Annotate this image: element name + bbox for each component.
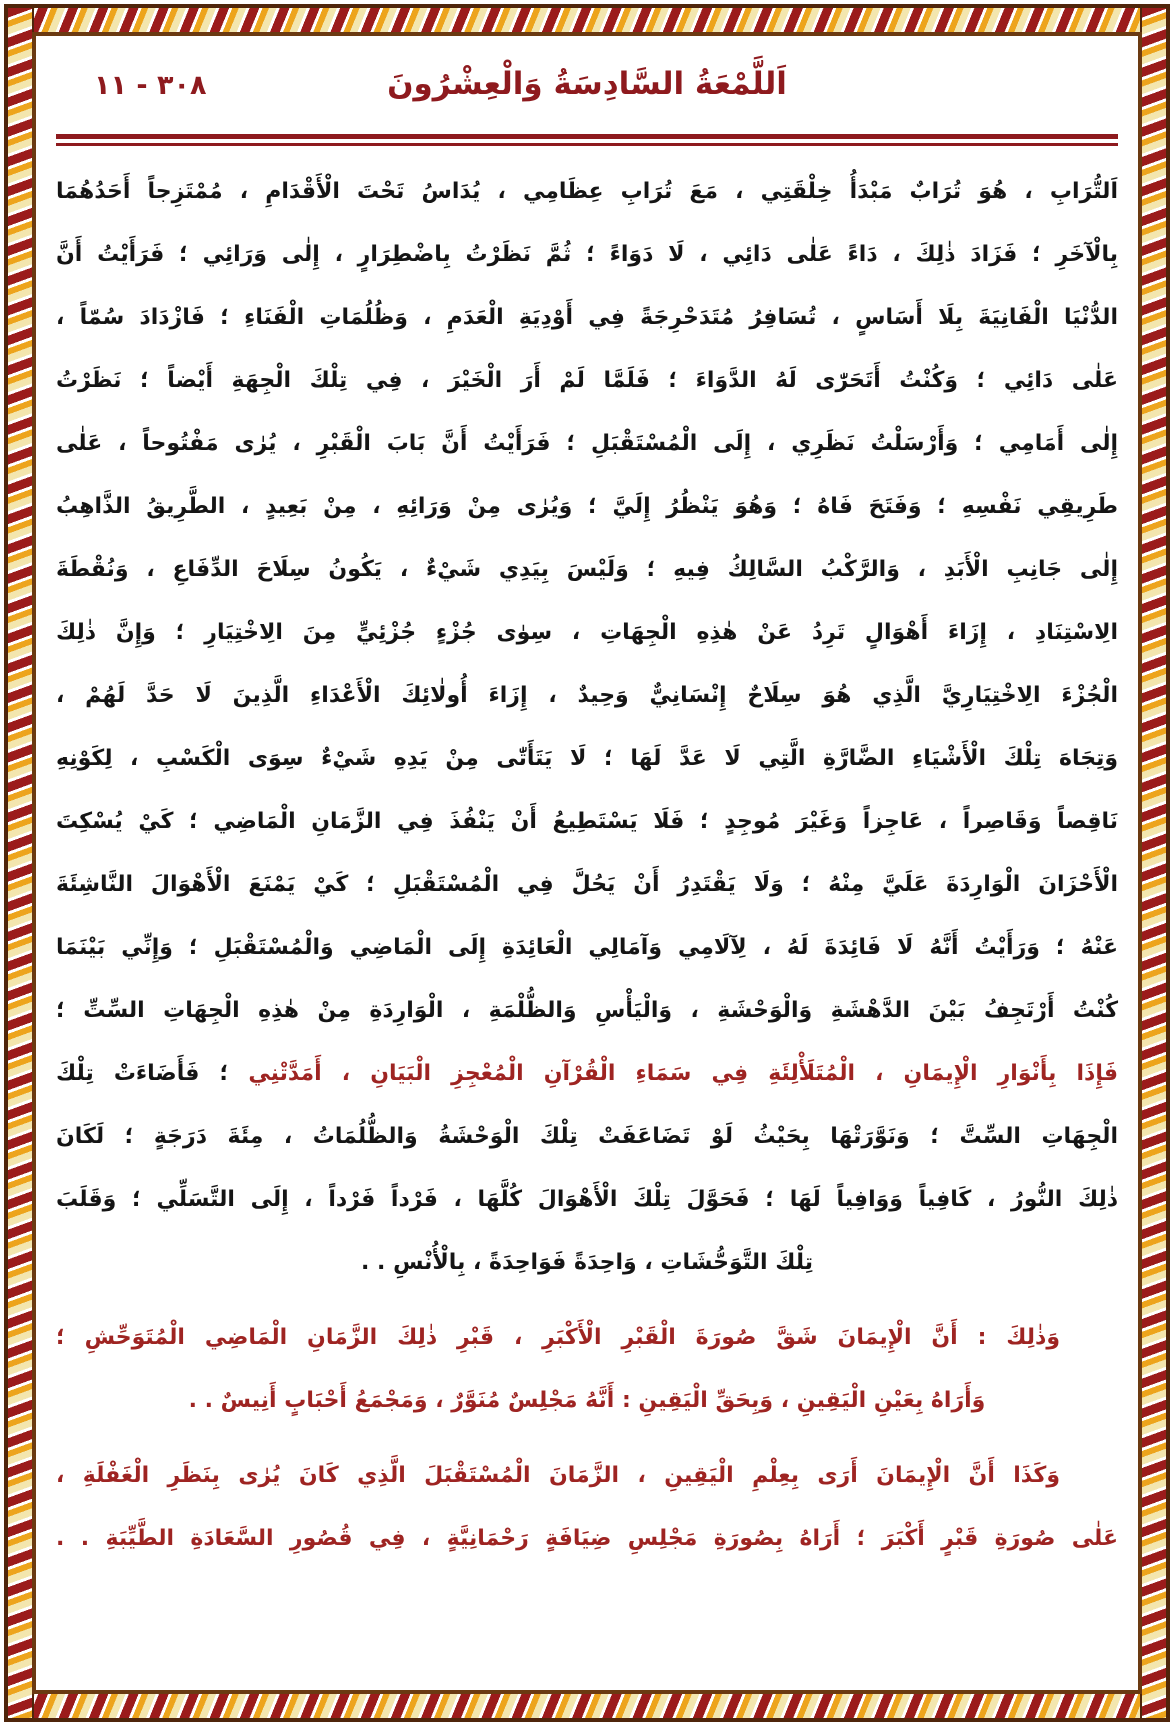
text-segment: إِلٰى أَمَامِي ؛ وَأَرْسَلْتُ نَظَرِي ، إِلَى الْمُسْتَقْبَلِ ؛ فَرَأَيْتُ أَنَّ بَابَ الْقَبْرِ ، يُرٰى مَفْتُوحاً ، عَلٰى: [56, 431, 1118, 456]
text-line: [56, 538, 1118, 601]
border-chain-right: [1140, 6, 1168, 1720]
page-content: [38, 38, 1136, 1688]
text-line: [56, 727, 1118, 790]
text-segment: كُنْتُ أَرْتَجِفُ بَيْنَ الدَّهْشَةِ وَالْوَحْشَةِ ، وَالْيَأْسِ وَالظُّلْمَةِ ، الْوَارِدَةِ مِنْ هٰذِهِ الْجِهَاتِ السِّتِّ ؛: [56, 998, 1118, 1023]
text-line: [56, 1369, 1118, 1432]
page-number: ٣٠٨ - ١١: [94, 70, 207, 101]
text-segment: نَاقِصاً وَقَاصِراً ، عَاجِزاً وَغَيْرَ مُوجِدٍ ؛ فَلَا يَسْتَطِيعُ أَنْ يَنْفُذَ فِي الزَّمَانِ الْمَاضِي ؛ كَيْ يُسْكِتَ: [56, 809, 1118, 834]
border-chain-bottom: [6, 1692, 1168, 1720]
text-segment: الْجِهَاتِ السِّتَّ ؛ وَنَوَّرَتْهَا بِحَيْثُ لَوْ تَضَاعَفَتْ تِلْكَ الْوَحْشَةُ وَالظُّلُمَاتُ ، مِئَةَ دَرَجَةٍ ؛ لَكَانَ: [56, 1124, 1118, 1149]
text-line: [56, 664, 1118, 727]
text-line: [56, 1507, 1118, 1570]
border-chain-top: [6, 6, 1168, 34]
text-line: [56, 916, 1118, 979]
text-line: [56, 475, 1118, 538]
text-segment: ذٰلِكَ النُّورُ ، كَافِياً وَوَافِياً لَهَا ؛ فَحَوَّلَ تِلْكَ الْأَهْوَالَ كُلَّهَا ، فَرْداً فَرْداً ، إِلَى التَّسَلِّي ؛ وَقَلَبَ: [56, 1187, 1118, 1212]
text-line: [56, 1042, 1118, 1105]
text-line: [56, 1444, 1118, 1507]
text-segment: الِاسْتِنَادِ ، إِزَاءَ أَهْوَالٍ تَرِدُ عَنْ هٰذِهِ الْجِهَاتِ ، سِوٰى جُزْءٍ جُزْئِيٍّ مِنَ الِاخْتِيَارِ ؛ وَإِنَّ ذٰلِكَ: [56, 620, 1118, 645]
highlighted-text-segment: وَذٰلِكَ : أَنَّ الْإِيمَانَ شَقَّ صُورَةَ الْقَبْرِ الْأَكْبَرِ ، قَبْرِ ذٰلِكَ الزَّمَانِ الْمَاضِي الْمُتَوَحِّشِ ؛: [56, 1325, 1060, 1350]
text-segment: تِلْكَ التَّوَحُّشَاتِ ، وَاحِدَةً فَوَاحِدَةً ، بِالْأُنْسِ . .: [361, 1250, 813, 1275]
highlighted-text-segment: وَأَرَاهُ بِعَيْنِ الْيَقِينِ ، وَبِحَقِّ الْيَقِينِ : أَنَّهُ مَجْلِسٌ مُنَوَّرٌ ، وَمَجْمَعُ أَحْبَابٍ أَنِيسٌ . .: [188, 1388, 986, 1413]
text-segment: الْجُزْءَ الِاخْتِيَارِيَّ الَّذِي هُوَ سِلَاحٌ إِنْسَانِيٌّ وَحِيدٌ ، إِزَاءَ أُولٰائِكَ الْأَعْدَاءِ الَّذِينَ لَا حَدَّ لَهُمْ ،: [56, 683, 1118, 708]
highlighted-text-segment: فَإِذَا بِأَنْوَارِ الْإِيمَانِ ، الْمُتَلَأْلِئَةِ فِي سَمَاءِ الْقُرْآنِ الْمُعْجِزِ الْبَيَانِ ، أَمَدَّتْنِي: [248, 1061, 1118, 1086]
text-segment: عَنْهُ ؛ وَرَأَيْتُ أَنَّهُ لَا فَائِدَةَ لَهُ ، لِآلَامِي وَآمَالِي الْعَائِدَةِ إِلَى الْمَاضِي وَالْمُسْتَقْبَلِ ؛ وَإِنِّي بَيْنَمَا: [56, 935, 1118, 960]
border-chain-left: [6, 6, 34, 1720]
text-line: [56, 286, 1118, 349]
text-line: [56, 1168, 1118, 1231]
text-segment: بِالْآخَرِ ؛ فَزَادَ ذٰلِكَ ، دَاءً عَلٰى دَائِي ، لَا دَوَاءً ؛ ثُمَّ نَظَرْتُ بِاضْطِرَارٍ ، إِلٰى وَرَائِي ؛ فَرَأَيْتُ أَنَّ: [56, 242, 1118, 267]
text-segment: ؛ فَأَضَاءَتْ تِلْكَ: [56, 1061, 249, 1086]
text-line: [56, 412, 1118, 475]
text-line: [56, 160, 1118, 223]
text-segment: وَتِجَاهَ تِلْكَ الْأَشْيَاءِ الضَّارَّةِ الَّتِي لَا عَدَّ لَهَا ؛ لَا يَتَأَتّٰى مِنْ يَدِهِ شَيْءٌ سِوَى الْكَسْبِ ، لِكَوْنِهِ: [56, 746, 1118, 771]
header-divider: [56, 134, 1118, 146]
text-line: [56, 1306, 1118, 1369]
text-segment: اَلتُّرَابِ ، هُوَ تُرَابٌ مَبْدَأُ خِلْقَتِي ، مَعَ تُرَابِ عِظَامِي ، يُدَاسُ تَحْتَ الْأَقْدَامِ ، مُمْتَزِجاً أَحَدُهُمَا: [56, 179, 1118, 204]
text-segment: الْأَحْزَانَ الْوَارِدَةَ عَلَيَّ مِنْهُ ؛ وَلَا يَقْتَدِرُ أَنْ يَحُلَّ فِي الْمُسْتَقْبَلِ ؛ كَيْ يَمْنَعَ الْأَهْوَالَ النَّاشِئَةَ: [56, 872, 1118, 897]
text-line: [56, 790, 1118, 853]
text-line: [56, 1105, 1118, 1168]
highlighted-text-segment: عَلٰى صُورَةِ قَبْرٍ أَكْبَرَ ؛ أَرَاهُ بِصُورَةِ مَجْلِسِ ضِيَافَةٍ رَحْمَانِيَّةٍ ، فِي قُصُورِ السَّعَادَةِ الطَّيِّبَةِ . .: [56, 1526, 1118, 1551]
page-header: [56, 60, 1118, 118]
body-text: [56, 160, 1118, 1570]
text-segment: الدُّنْيَا الْفَانِيَةَ بِلَا أَسَاسٍ ، تُسَافِرُ مُتَدَحْرِجَةً فِي أَوْدِيَةِ الْعَدَمِ ، وَظُلُمَاتِ الْفَنَاءِ ؛ فَازْدَادَ سُمّاً ،: [56, 305, 1118, 330]
text-line: [56, 601, 1118, 664]
text-segment: طَرِيقِي نَفْسِهِ ؛ وَفَتَحَ فَاهُ ؛ وَهُوَ يَنْظُرُ إِلَيَّ ؛ وَيُرٰى مِنْ وَرَائِهِ ، مِنْ بَعِيدٍ ، الطَّرِيقُ الذَّاهِبُ: [56, 494, 1118, 519]
text-segment: عَلٰى دَائِي ؛ وَكُنْتُ أَتَحَرّٰى لَهُ الدَّوَاءَ ؛ فَلَمَّا لَمْ أَرَ الْخَيْرَ ، فِي تِلْكَ الْجِهَةِ أَيْضاً ؛ نَظَرْتُ: [56, 368, 1118, 393]
text-line: [56, 349, 1118, 412]
highlighted-text-segment: وَكَذَا أَنَّ الْإِيمَانَ أَرَى بِعِلْمِ الْيَقِينِ ، الزَّمَانَ الْمُسْتَقْبَلَ الَّذِي كَانَ يُرٰى بِنَظَرِ الْغَفْلَةِ ،: [56, 1463, 1060, 1488]
text-line: [56, 979, 1118, 1042]
text-line: [56, 853, 1118, 916]
text-line: [56, 223, 1118, 286]
page-title: اَللَّمْعَةُ السَّادِسَةُ وَالْعِشْرُونَ: [387, 66, 787, 102]
text-segment: إِلٰى جَانِبِ الْأَبَدِ ، وَالرَّكْبُ السَّالِكُ فِيهِ ؛ وَلَيْسَ بِيَدِي شَيْءٌ ، يَكُونُ سِلَاحَ الدِّفَاعِ ، وَنُقْطَةَ: [56, 557, 1118, 582]
text-line: [56, 1231, 1118, 1294]
